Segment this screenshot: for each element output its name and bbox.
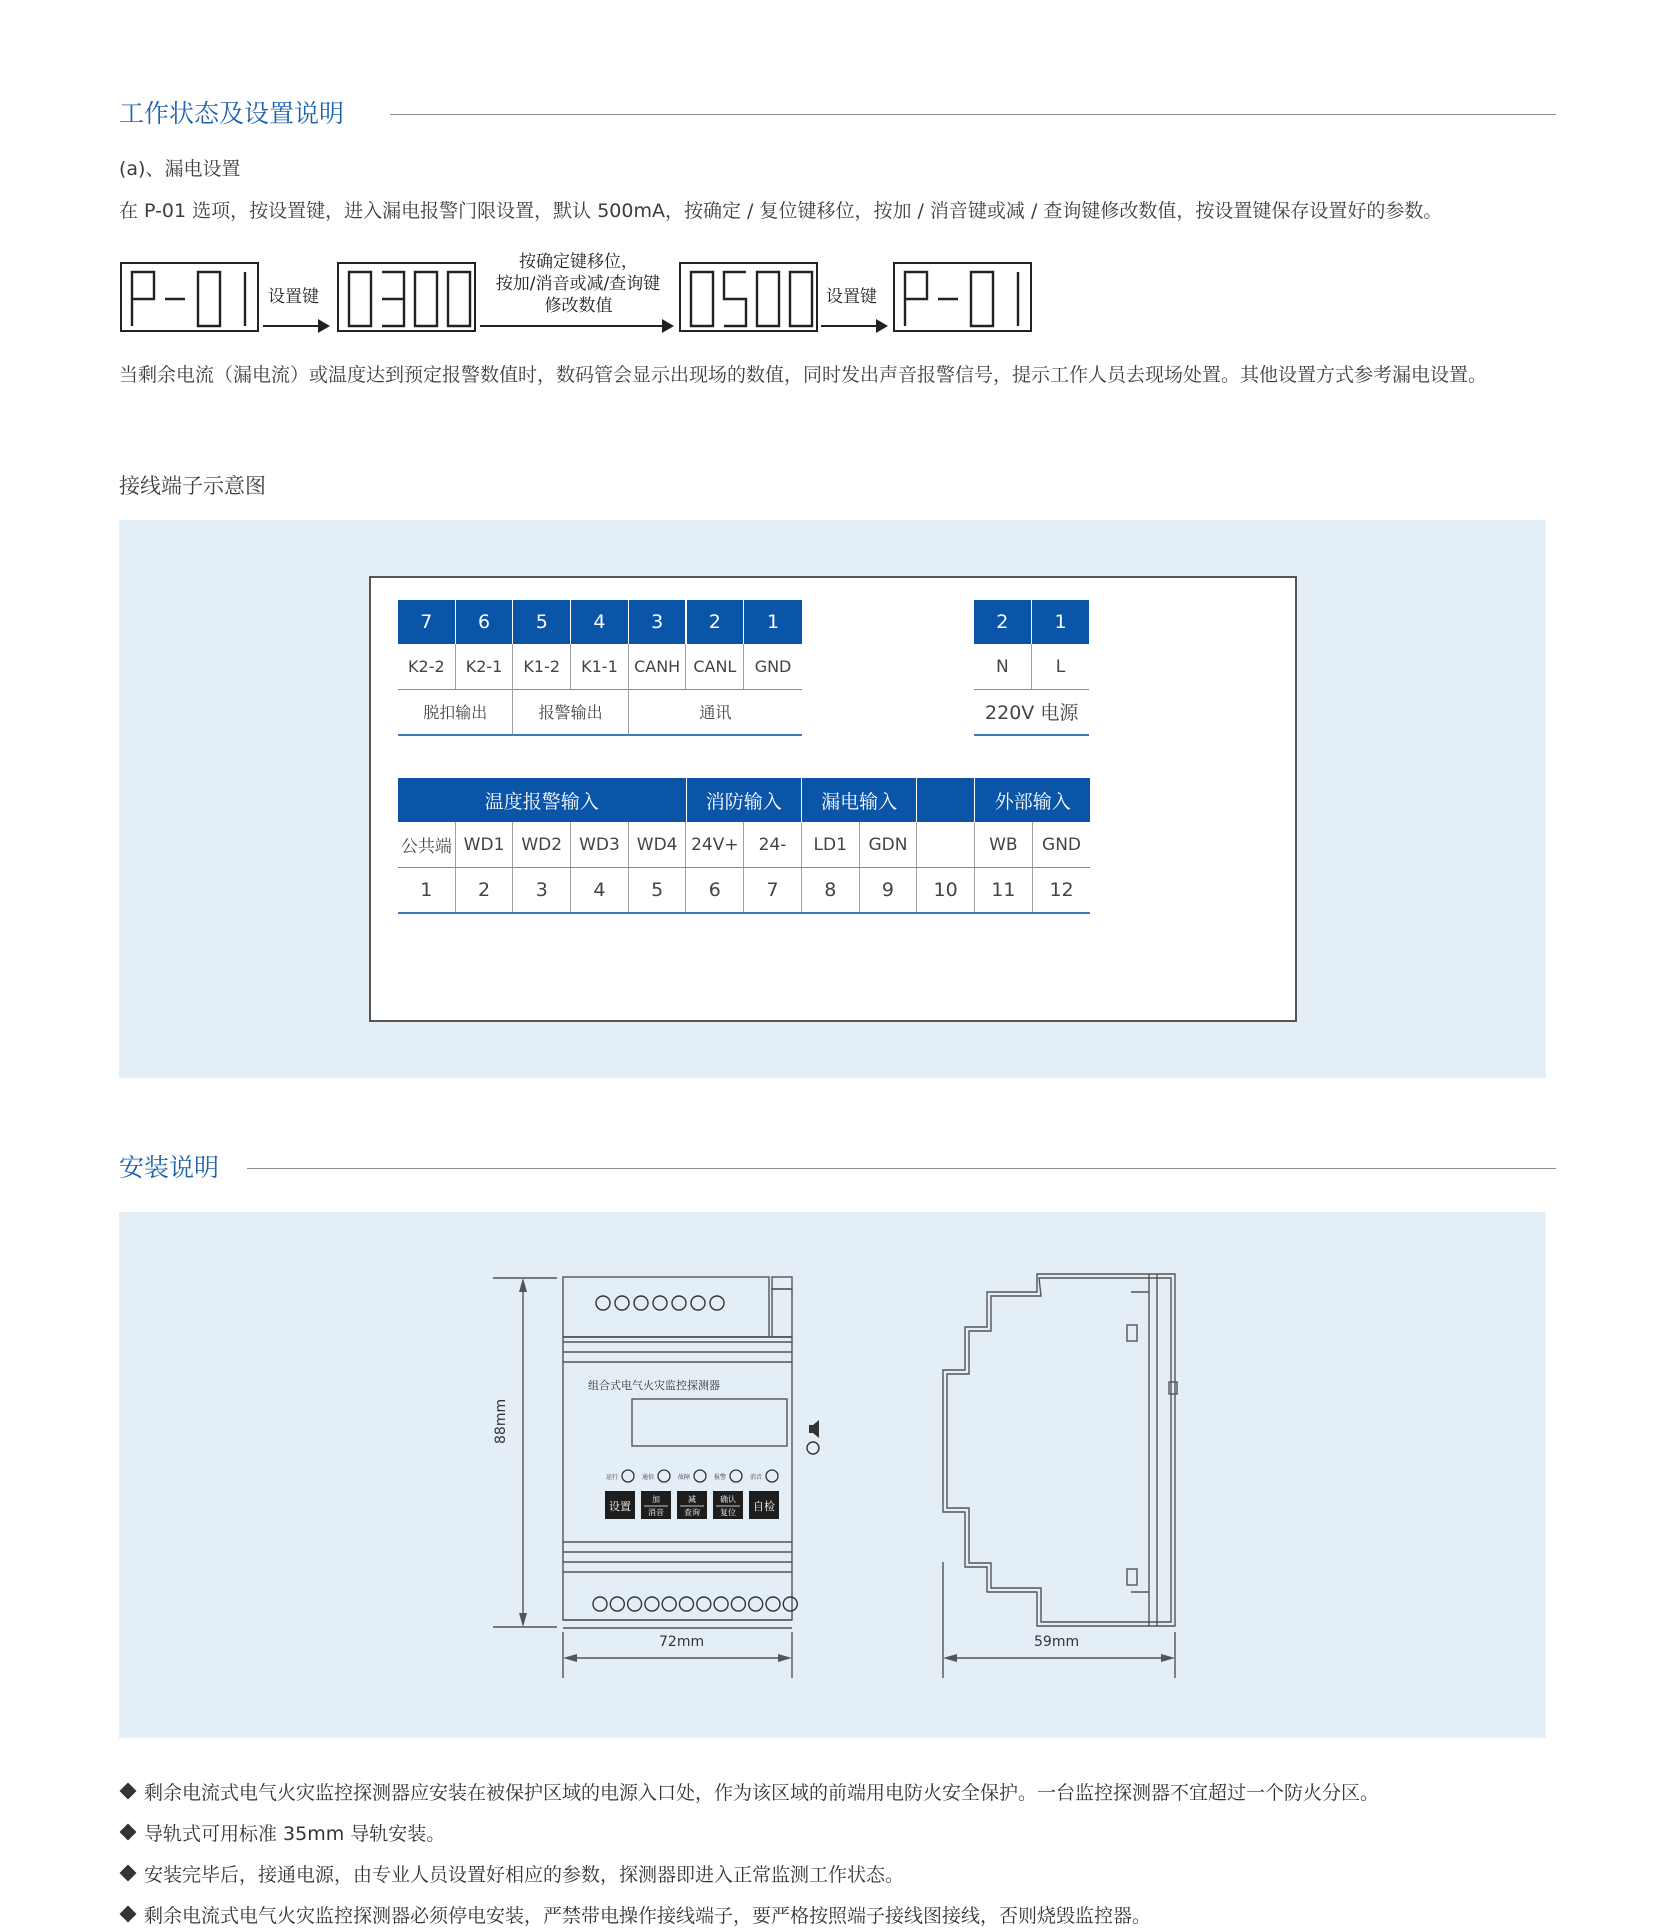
device-button-label: 自检 [753,1500,775,1513]
install-note-3: 安装完毕后，接通电源，由专业人员设置好相应的参数，探测器即进入正常监测工作状态。 [119,1866,904,1885]
diamond-bullet-icon [120,1824,137,1841]
table-bottom-rule [398,734,802,736]
terminal-number: 2 [974,600,1032,644]
terminal-screw-bottom [593,1597,607,1611]
input-group-header: 温度报警输入 [398,778,687,822]
indicator-label: 消音 [750,1474,763,1481]
indicator-lamp [730,1470,742,1482]
indicator-lamp [622,1470,634,1482]
section-title-work-status: 工作状态及设置说明 [119,99,345,128]
terminal-group-label: 脱扣输出 [398,689,513,734]
terminal-screw-top [653,1296,667,1310]
terminal-number: 7 [398,600,456,644]
led-segment-digit [724,272,746,326]
terminal-screw-top [596,1296,610,1310]
terminal-name: CANH [629,644,687,689]
terminal-number: 12 [1049,878,1074,901]
device-button-sublabel: 复位 [720,1508,736,1517]
terminal-number: 4 [571,867,629,912]
led-segment-digit [382,272,404,326]
indicator-lamp [807,1442,819,1454]
installation-panel [119,1212,1546,1738]
led-segment-digit [198,272,220,326]
terminal-screw-bottom [714,1597,728,1611]
device-button-label: 减 [688,1495,696,1504]
diamond-bullet-icon [120,1783,137,1800]
terminal-group-label: 通讯 [699,703,732,722]
input-group-header: 外部输入 [975,778,1090,822]
dim-width-label: 72mm [659,1634,705,1650]
terminal-number: 3 [629,600,687,644]
indicator-lamp [658,1470,670,1482]
led-digits-p01 [122,264,261,334]
terminal-screw-top [710,1296,724,1310]
terminal-name: K1-1 [571,644,629,689]
paragraph-leakage-setting: 在 P-01 选项，按设置键，进入漏电报警门限设置，默认 500mA，按确定 / 复位键移位，按加 / 消音键或减 / 查询键修改数值，按设置键保存设置好的参数。 [119,200,1443,222]
led-segment-digit [691,272,713,326]
terminal-screw-bottom [662,1597,676,1611]
indicator-label: 通信 [642,1474,655,1481]
install-note-4: 剩余电流式电气火灾监控探测器必须停电安装，严禁带电操作接线端子，要严格按照端子接线图接线，否则烧毁监控器。 [119,1907,1151,1926]
device-label: 组合式电气火灾监控探测器 [588,1379,720,1392]
terminal-name: LD1 [802,822,860,867]
led-segment-digit [971,272,993,326]
terminal-group-label: 220V 电源 [985,702,1079,724]
terminal-name: GND [754,657,792,676]
terminal-screw-bottom [697,1597,711,1611]
terminal-name: 公共端 [398,822,456,867]
wiring-panel [119,520,1546,1078]
flow-step-save-key: 设置键 [826,287,877,307]
device-button-sublabel: 消音 [648,1508,664,1517]
flow-arrow-3 [821,325,886,327]
terminal-screw-bottom [731,1597,745,1611]
terminal-name: K2-2 [398,644,456,689]
terminal-name: WD1 [456,822,514,867]
terminal-number: 1 [744,600,802,644]
led-segment-digit [132,272,154,326]
flow-step-set-key: 设置键 [268,287,319,307]
terminal-number: 5 [629,867,687,912]
terminal-name: K2-1 [456,644,514,689]
table-bottom-rule [974,734,1089,736]
dim-height-label: 88mm [493,1398,509,1444]
terminal-name: GDN [860,822,918,867]
input-group-header: 漏电输入 [802,778,917,822]
led-segment-digit [415,272,437,326]
dim-depth-label: 59mm [1034,1634,1080,1650]
flow-step-move-line2: 按加/消音或减/查询键 [495,274,661,294]
table-bottom-rule [398,912,1090,914]
indicator-label: 故障 [678,1474,691,1481]
led-segment-digit [448,272,470,326]
terminal-screw-top [691,1296,705,1310]
terminal-screw-bottom [783,1597,797,1611]
device-button-label: 设置 [609,1500,631,1513]
terminal-number: 4 [571,600,629,644]
diamond-bullet-icon [120,1906,137,1923]
terminal-number: 1 [398,867,456,912]
installation-drawing [119,1212,1546,1738]
terminal-name: L [1055,656,1066,677]
input-group-header [917,778,975,822]
led-digits-0500 [681,264,820,334]
section-title-installation: 安装说明 [119,1153,220,1182]
led-segment-digit [349,272,371,326]
install-note-1: 剩余电流式电气火灾监控探测器应安装在被保护区域的电源入口处，作为该区域的前端用电防火安全保护。一台监控探测器不宜超过一个防火分区。 [119,1784,1379,1803]
terminal-name: 24V+ [687,822,745,867]
indicator-lamp [766,1470,778,1482]
terminal-screw-bottom [610,1597,624,1611]
terminal-screw-bottom [680,1597,694,1611]
terminal-number: 2 [687,600,745,644]
flow-step-move-line1: 按确定键移位， [519,252,638,272]
terminal-number: 8 [802,867,860,912]
flow-arrow-1 [263,325,328,327]
title-rule-install [247,1168,1556,1169]
terminal-name [917,822,975,867]
led-digits-p01-end [895,264,1034,334]
title-rule [390,114,1556,115]
led-display-0300 [337,262,476,332]
led-digits-0300 [339,264,478,334]
side-profile [943,1274,1175,1626]
input-group-header: 消防输入 [687,778,802,822]
terminal-screw-bottom [628,1597,642,1611]
device-button-label: 加 [652,1495,660,1504]
terminal-number: 9 [860,867,918,912]
device-button-sublabel: 查询 [684,1508,700,1517]
terminal-screw-top [672,1296,686,1310]
terminal-number: 5 [513,600,571,644]
terminal-name: WD4 [629,822,687,867]
diamond-bullet-icon [120,1865,137,1882]
terminal-name: K1-2 [513,644,571,689]
terminal-screw-bottom [645,1597,659,1611]
row-divider [398,867,1090,868]
terminal-name: 24- [744,822,802,867]
led-display-p01 [120,262,259,332]
terminal-name: N [974,644,1032,689]
terminal-number: 7 [744,867,802,912]
subtitle-leakage-setting: (a)、漏电设置 [119,158,241,180]
led-segment-digit [790,272,812,326]
terminal-number: 3 [513,867,571,912]
terminal-number: 6 [687,867,745,912]
terminal-group-label: 报警输出 [513,689,628,734]
terminal-number: 2 [456,867,514,912]
device-button-label: 确认 [720,1495,736,1504]
speaker-icon [809,1420,819,1438]
wiring-title: 接线端子示意图 [119,474,266,498]
led-segment-digit [905,272,927,326]
terminal-number: 11 [975,867,1033,912]
paragraph-alarm-behavior: 当剩余电流（漏电流）或温度达到预定报警数值时，数码管会显示出现场的数值，同时发出声音报警信号，提示工作人员去现场处置。其他设置方式参考漏电设置。 [119,364,1488,386]
indicator-lamp [694,1470,706,1482]
terminal-screw-bottom [749,1597,763,1611]
terminal-screw-top [634,1296,648,1310]
flow-step-move-line3: 修改数值 [544,296,613,316]
led-display-0500 [679,262,818,332]
terminal-diagram-frame [369,576,1297,1022]
indicator-label: 运行 [606,1474,619,1481]
terminal-name: WB [975,822,1033,867]
front-display-window [632,1399,787,1446]
terminal-screw-top [615,1296,629,1310]
terminal-number: 10 [917,867,975,912]
install-note-2: 导轨式可用标准 35mm 导轨安装。 [119,1825,445,1844]
terminal-number: 1 [1032,600,1090,644]
led-display-p01-end [893,262,1032,332]
led-segment-digit [757,272,779,326]
terminal-number: 6 [456,600,514,644]
indicator-label: 报警 [714,1474,727,1481]
terminal-name: CANL [687,644,745,689]
flow-arrow-2 [480,325,672,327]
terminal-name: GND [1042,834,1082,855]
terminal-name: WD3 [571,822,629,867]
terminal-name: WD2 [513,822,571,867]
terminal-screw-bottom [766,1597,780,1611]
